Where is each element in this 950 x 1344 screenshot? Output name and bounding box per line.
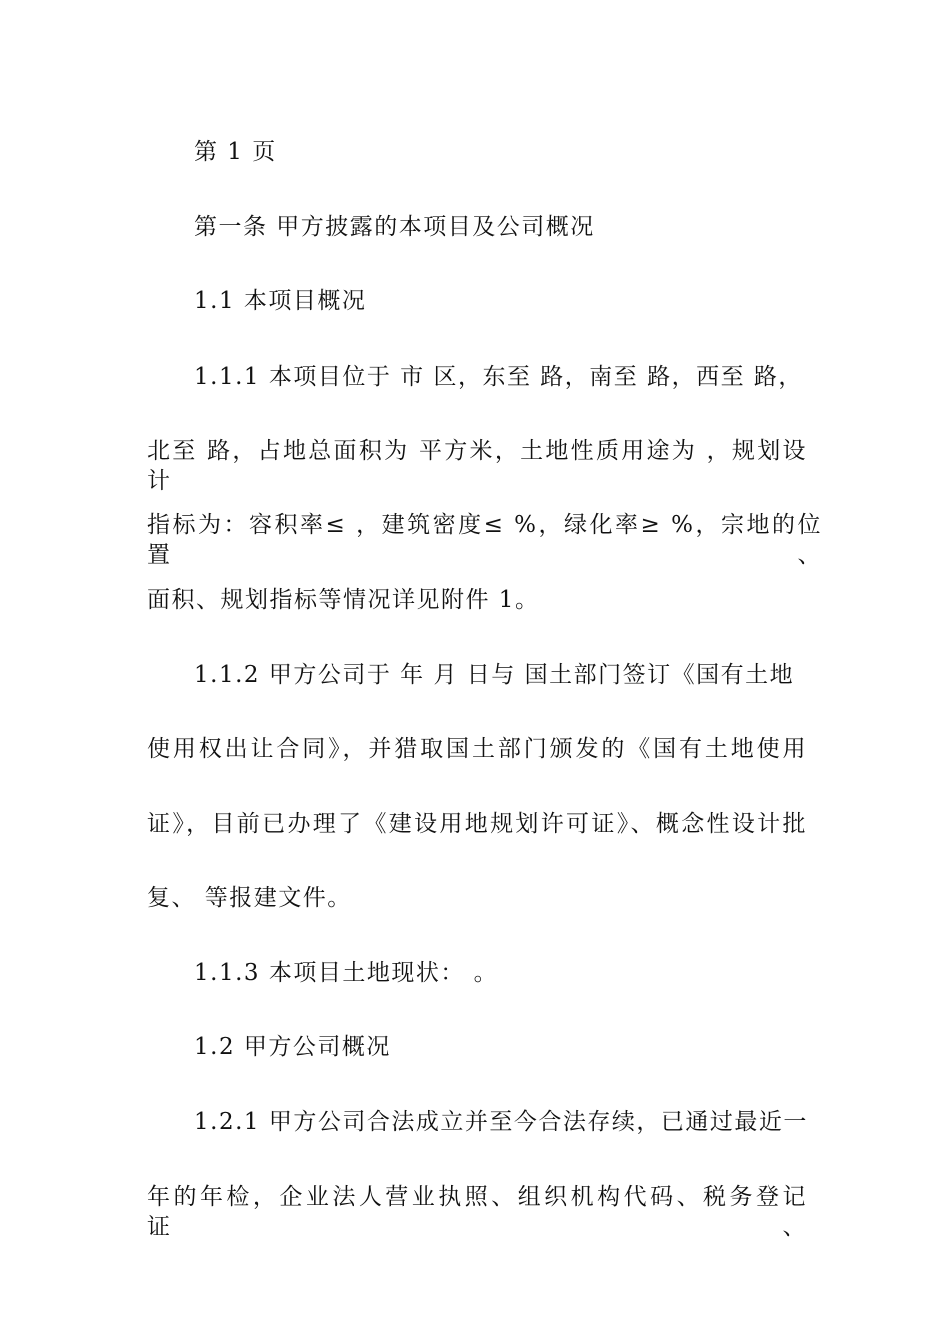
paragraph-1-1-1-line-1: 1.1.1 本项目位于 市 区，东至 路，南至 路，西至 路， (194, 364, 803, 390)
section-heading-1-2: 1.2 甲方公司概况 (194, 1034, 391, 1060)
section-heading-1-1: 1.1 本项目概况 (194, 288, 367, 314)
paragraph-1-1-1-line-4: 面积、规划指标等情况详见附件 1。 (147, 587, 540, 613)
paragraph-1-2-1-line-2: 年的年检，企业法人营业执照、组织机构代码、税务登记证、 (147, 1184, 807, 1240)
paragraph-1-2-1-line-1: 1.2.1 甲方公司合法成立并至今合法存续，已通过最近一 (194, 1109, 808, 1135)
paragraph-1-1-2-line-1: 1.1.2 甲方公司于 年 月 日与 国土部门签订《国有土地 (194, 662, 795, 688)
paragraph-1-1-2-line-3: 证》，目前已办理了《建设用地规划许可证》、概念性设计批 (147, 811, 807, 837)
page-label: 第 1 页 (194, 139, 277, 165)
paragraph-1-1-2-line-4: 复、 等报建文件。 (147, 885, 352, 911)
paragraph-1-1-2-line-2: 使用权出让合同》，并猎取国土部门颁发的《国有土地使用 (147, 736, 807, 762)
paragraph-1-1-1-line-3: 指标为：容积率≤ ，建筑密度≤ %，绿化率≥ %，宗地的位置、 (147, 512, 822, 568)
paragraph-1-1-3: 1.1.3 本项目土地现状： 。 (194, 960, 499, 986)
paragraph-1-1-1-line-2: 北至 路，占地总面积为 平方米，土地性质用途为 ，规划设计 (147, 438, 807, 494)
article-title: 第一条 甲方披露的本项目及公司概况 (194, 214, 595, 240)
